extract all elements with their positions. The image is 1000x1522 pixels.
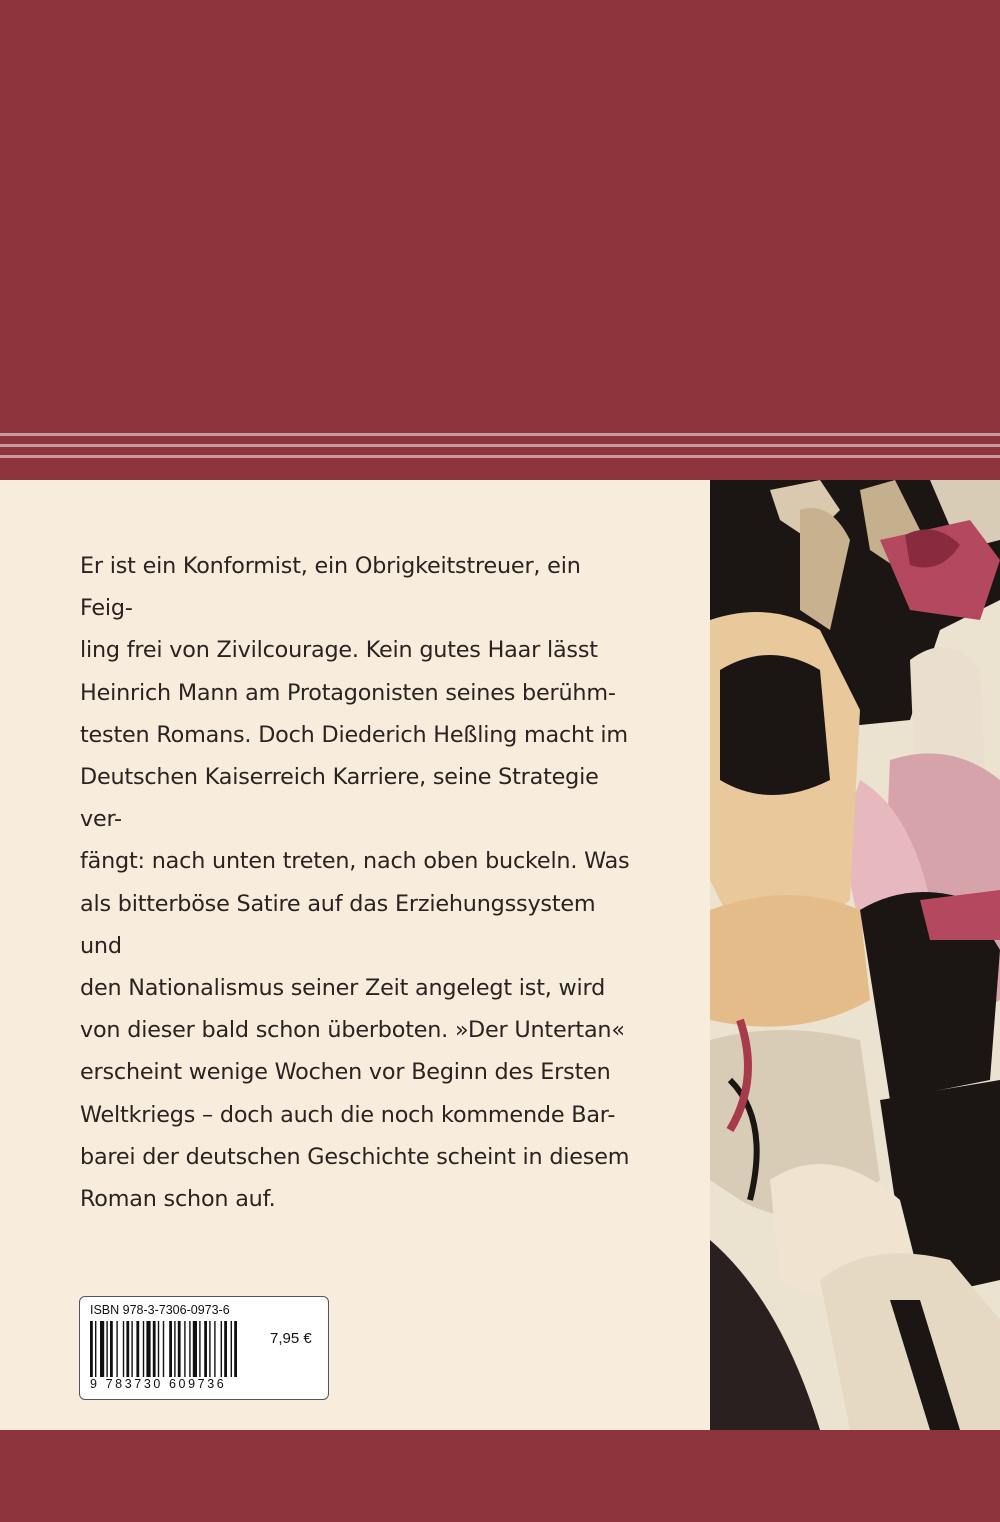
isbn-barcode-label — [79, 1296, 329, 1400]
price-label: 7,95 € — [270, 1330, 312, 1347]
barcode-digits: 9 783730 609736 — [90, 1377, 227, 1391]
blurb-text: Er ist ein Konformist, ein Obrigkeitstreuer, ein Feig- ling frei von Zivilcourage. Kein gutes Haar lässt Heinrich Mann am Protagonisten seines berühm- testen Romans. Doch Diederich Heßling macht im Deutschen Kaiserreich Karriere, seine Strategie ver- fängt: nach unten treten, nach oben buckeln. Was als bitterböse Satire auf das Erziehungssystem und den Nationalismus seiner Zeit angelegt ist, wird von dieser bald schon überboten. »Der Untertan« erscheint wenige Wochen vor Beginn des Ersten Weltkriegs – doch auch die noch kommende Bar- barei der deutschen Geschichte scheint in diesem Roman schon auf. — [80, 553, 630, 1213]
top-color-band — [0, 0, 1000, 480]
bottom-color-band — [0, 1430, 1000, 1522]
barcode-icon — [90, 1321, 266, 1377]
cover-illustration — [710, 480, 1000, 1430]
isbn-number: ISBN 978-3-7306-0973-6 — [90, 1303, 230, 1317]
